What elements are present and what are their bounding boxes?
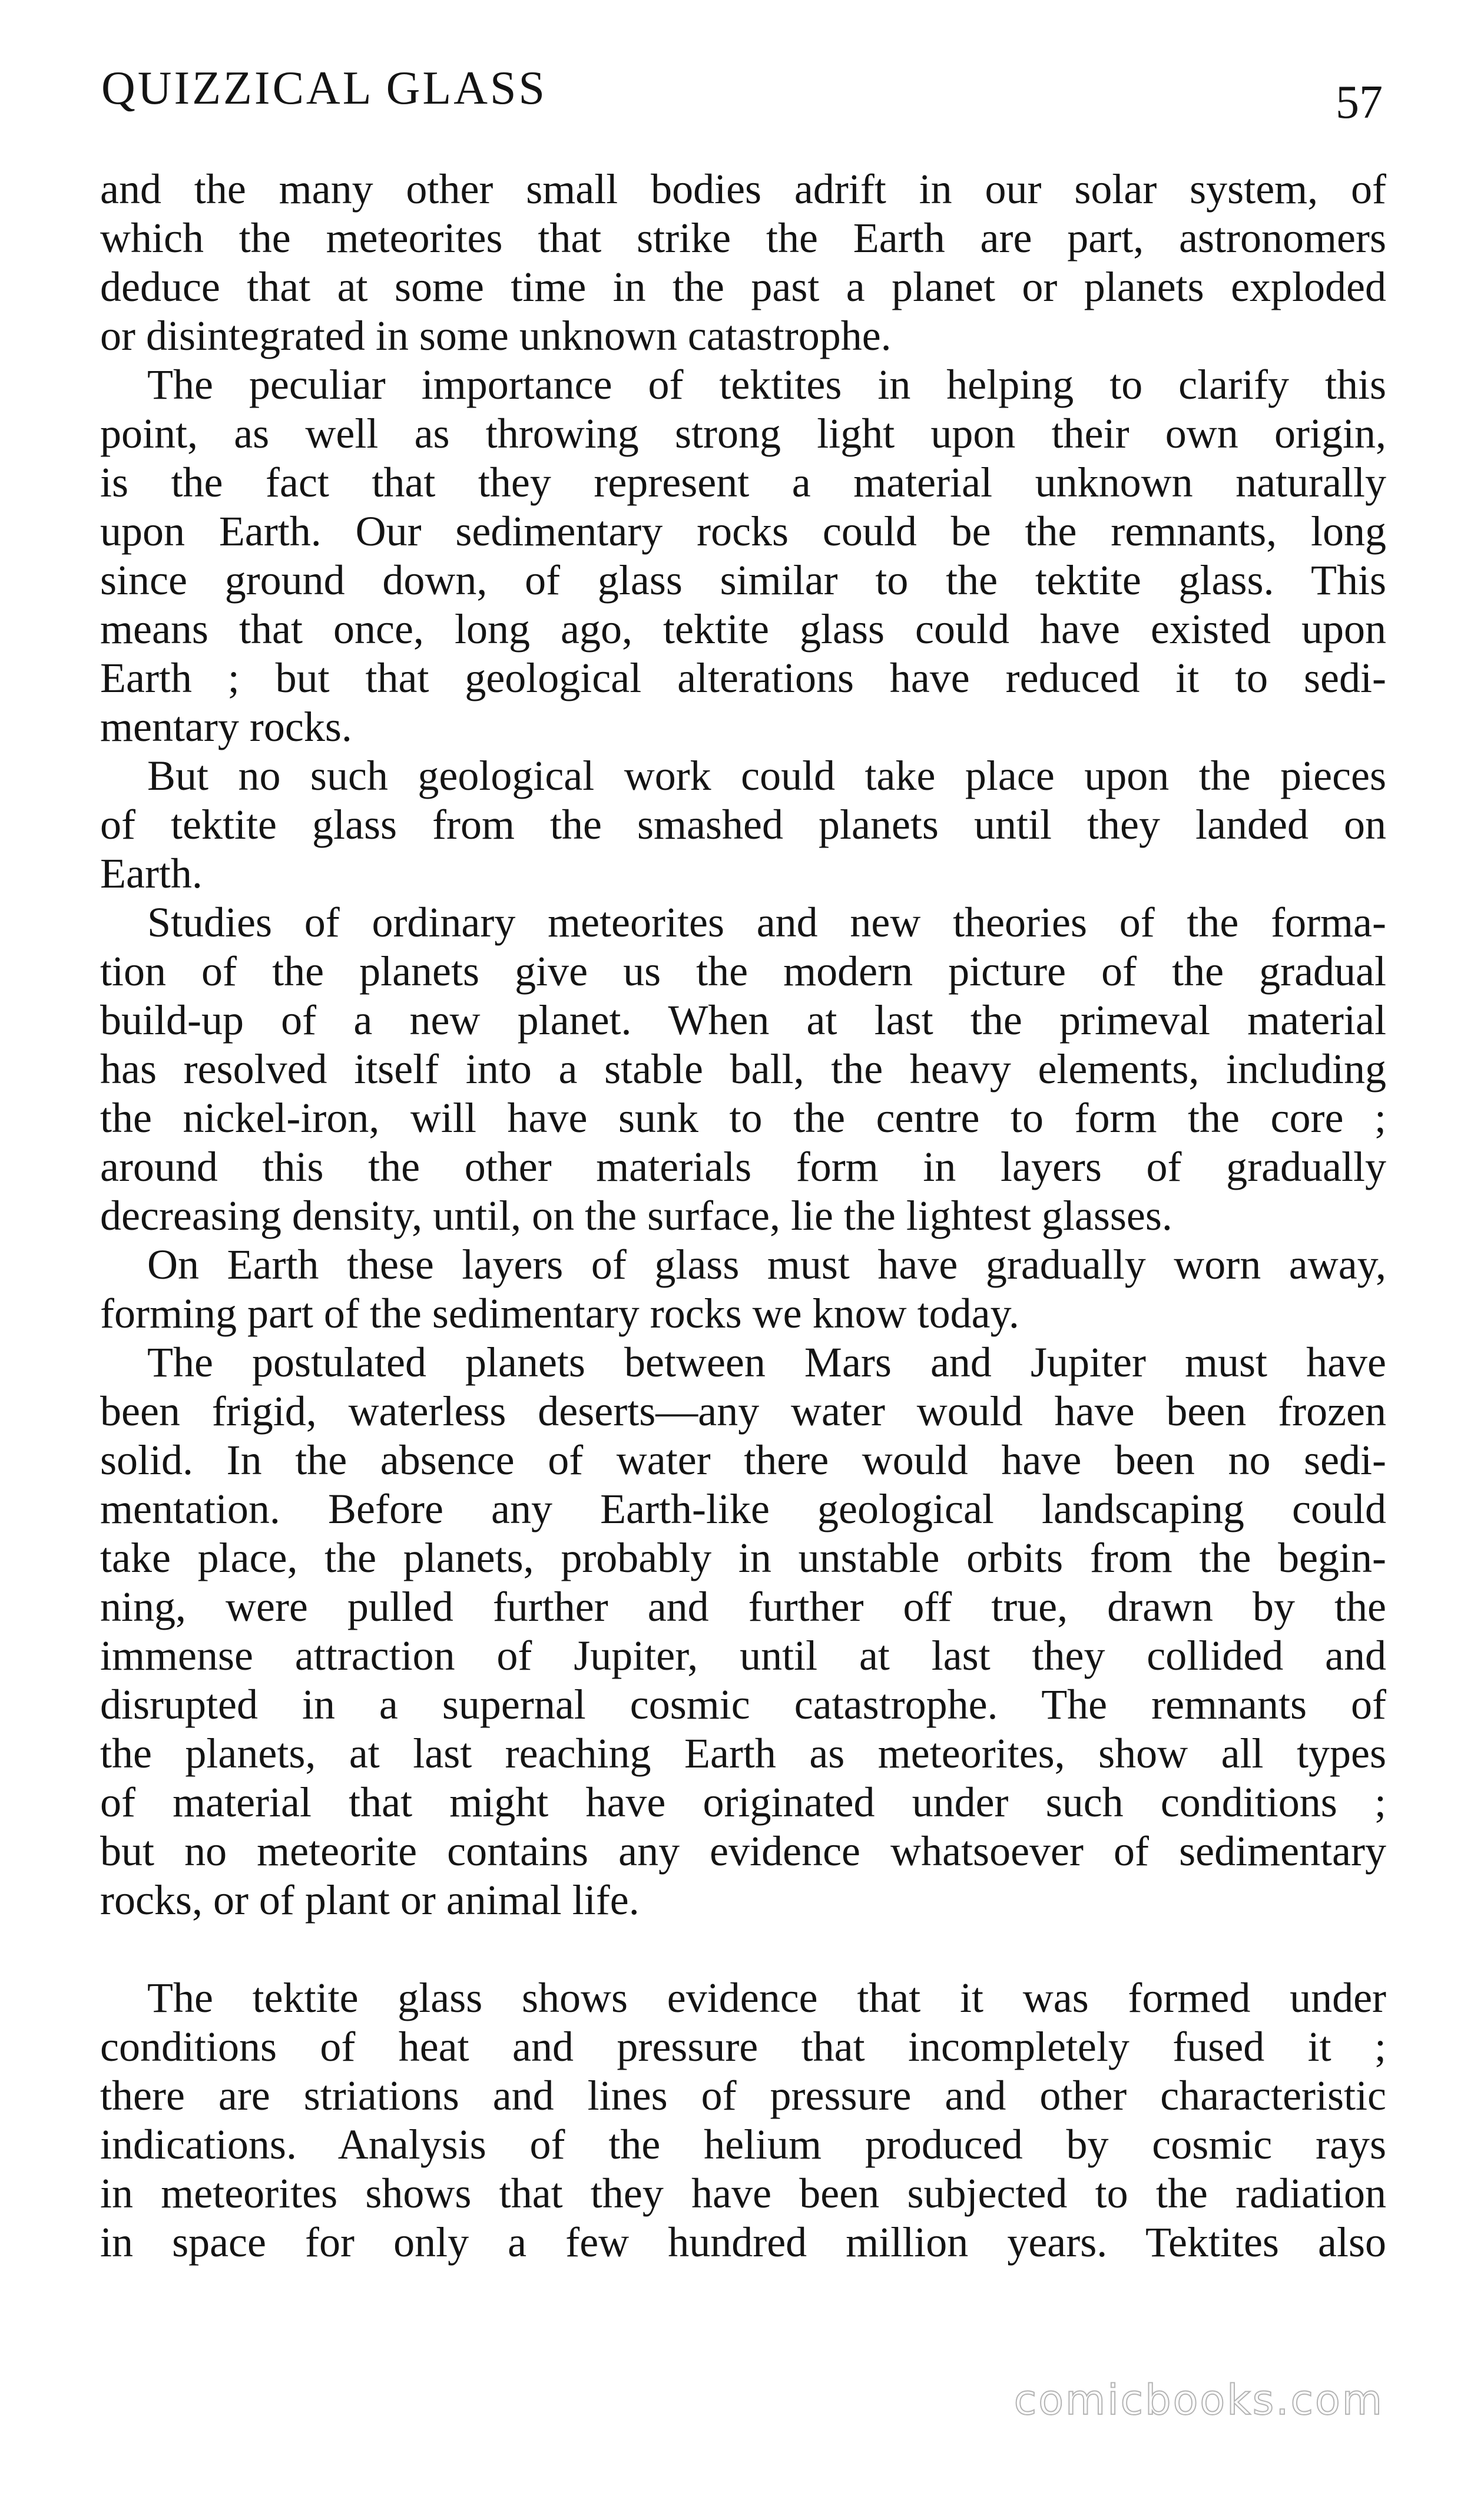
text-line: rocks, or of plant or animal life. [100, 1876, 640, 1924]
paragraph [100, 165, 1386, 360]
text-line: and the many other small bodies adrift in our solar system, of [100, 165, 1386, 213]
text-line: deduce that at some time in the past a planet or planets exploded [100, 263, 1386, 310]
running-head-title: QUIZZICAL GLASS [101, 62, 547, 114]
text-line: has resolved itself into a stable ball, the heavy elements, including [100, 1045, 1386, 1093]
text-line: ning, were pulled further and further off true, drawn by the [100, 1583, 1386, 1630]
text-line: means that once, long ago, tektite glass could have existed upon [100, 605, 1386, 653]
paragraph [100, 898, 1386, 1240]
text-line: conditions of heat and pressure that incompletely fused it ; [100, 2023, 1386, 2070]
text-line: But no such geological work could take place upon the pieces [147, 752, 1386, 799]
paragraph [100, 1974, 1386, 2267]
text-line: The peculiar importance of tektites in helping to clarify this [147, 361, 1386, 408]
body-text [100, 165, 1386, 2267]
text-line: in meteorites shows that they have been subjected to the radiation [100, 2170, 1386, 2217]
text-line: upon Earth. Our sedimentary rocks could be the remnants, long [100, 508, 1386, 555]
text-line: or disintegrated in some unknown catastrophe. [100, 312, 892, 359]
text-line: in space for only a few hundred million years. Tektites also [100, 2219, 1386, 2266]
text-line: solid. In the absence of water there would have been no sedi- [100, 1436, 1386, 1484]
text-line: disrupted in a supernal cosmic catastrophe. The remnants of [100, 1681, 1386, 1728]
text-line: The postulated planets between Mars and Jupiter must have [147, 1339, 1386, 1386]
text-line: immense attraction of Jupiter, until at last they collided and [100, 1632, 1386, 1679]
text-line: since ground down, of glass similar to the tektite glass. This [100, 557, 1386, 604]
paragraph [100, 360, 1386, 752]
section-break [100, 1925, 1386, 1974]
text-line: forming part of the sedimentary rocks we know today. [100, 1290, 1019, 1337]
text-line: been frigid, waterless deserts—any water would have been frozen [100, 1388, 1386, 1435]
text-line: Earth. [100, 850, 203, 897]
paragraph [100, 1240, 1386, 1338]
text-line: around this the other materials form in layers of gradually [100, 1143, 1386, 1190]
text-line: On Earth these layers of glass must have gradually worn away, [147, 1241, 1386, 1288]
text-line: decreasing density, until, on the surface, lie the lightest glasses. [100, 1192, 1172, 1239]
text-line: of tektite glass from the smashed planets until they landed on [100, 801, 1386, 848]
page-number: 57 [1336, 77, 1383, 128]
text-line: tion of the planets give us the modern picture of the gradual [100, 948, 1386, 995]
text-line: the planets, at last reaching Earth as meteorites, show all types [100, 1730, 1386, 1777]
text-line: but no meteorite contains any evidence whatsoever of sedimentary [100, 1828, 1386, 1875]
text-line: of material that might have originated under such conditions ; [100, 1779, 1386, 1826]
text-line: there are striations and lines of pressure and other characteristic [100, 2072, 1386, 2119]
text-line: take place, the planets, probably in unstable orbits from the begin- [100, 1534, 1386, 1581]
text-line: the nickel-iron, will have sunk to the centre to form the core ; [100, 1094, 1386, 1141]
text-line: mentary rocks. [100, 703, 352, 750]
watermark: comicbooks.com [1013, 2376, 1384, 2424]
text-line: Earth ; but that geological alterations have reduced it to sedi- [100, 654, 1386, 701]
text-line: which the meteorites that strike the Earth are part, astronomers [100, 214, 1386, 262]
text-line: The tektite glass shows evidence that it was formed under [147, 1974, 1386, 2021]
text-line: indications. Analysis of the helium produced by cosmic rays [100, 2121, 1386, 2168]
text-line: point, as well as throwing strong light upon their own origin, [100, 410, 1386, 457]
text-line: mentation. Before any Earth-like geological landscaping could [100, 1485, 1386, 1532]
paragraph [100, 752, 1386, 898]
text-line: Studies of ordinary meteorites and new theories of the forma- [147, 899, 1386, 946]
text-line: build-up of a new planet. When at last the primeval material [100, 997, 1386, 1044]
paragraph [100, 1338, 1386, 1925]
text-line: is the fact that they represent a material unknown naturally [100, 459, 1386, 506]
